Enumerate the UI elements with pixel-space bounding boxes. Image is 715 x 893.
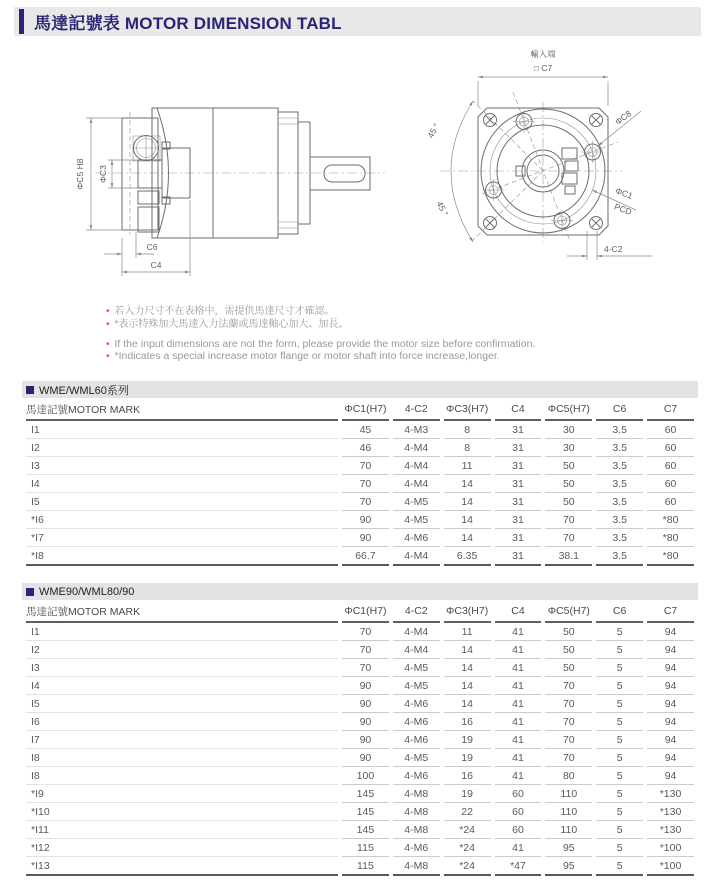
section-square-icon <box>26 386 34 394</box>
table-row <box>26 821 694 839</box>
dimension-cell: 41 <box>495 749 542 767</box>
table-header-row <box>26 399 694 421</box>
dimension-cell: 70 <box>342 493 389 511</box>
column-header: 4-C2 <box>393 399 440 421</box>
dimension-cell: 31 <box>495 457 542 475</box>
column-header: ΦC3(H7) <box>444 601 491 623</box>
dimension-cell: 60 <box>647 475 694 493</box>
dimension-cell: 145 <box>342 785 389 803</box>
motor-dimension-table <box>22 601 698 876</box>
table-row <box>26 731 694 749</box>
motor-mark-cell: *I6 <box>26 511 338 529</box>
column-header: ΦC5(H7) <box>545 399 592 421</box>
bullet-icon: • <box>106 318 110 330</box>
table-row <box>26 421 694 439</box>
dimension-cell: 94 <box>647 767 694 785</box>
table-row <box>26 659 694 677</box>
table-row <box>26 547 694 566</box>
column-header: C6 <box>596 601 643 623</box>
dimension-cell: 90 <box>342 677 389 695</box>
dimension-cell: 90 <box>342 695 389 713</box>
dimension-cell: 41 <box>495 659 542 677</box>
dimension-cell: 5 <box>596 767 643 785</box>
dimension-cell: 3.5 <box>596 493 643 511</box>
dimension-cell: 70 <box>342 457 389 475</box>
dimension-cell: 70 <box>342 641 389 659</box>
dimension-cell: 70 <box>545 677 592 695</box>
dimension-cell: 4-M8 <box>393 857 440 876</box>
dimension-cell: 70 <box>342 623 389 641</box>
dimension-cell: 95 <box>545 839 592 857</box>
dimension-cell: 14 <box>444 511 491 529</box>
dimension-cell: 14 <box>444 493 491 511</box>
column-header: ΦC1(H7) <box>342 399 389 421</box>
dimension-cell: 4-M6 <box>393 767 440 785</box>
dimension-cell: 41 <box>495 677 542 695</box>
column-header: ΦC5(H7) <box>545 601 592 623</box>
dimension-cell: 5 <box>596 857 643 876</box>
dim-label-c1: ΦC1 <box>614 185 635 201</box>
dimension-cell: 60 <box>647 439 694 457</box>
dimension-cell: 110 <box>545 785 592 803</box>
section-square-icon <box>26 588 34 596</box>
dimension-cell: 46 <box>342 439 389 457</box>
bullet-icon: • <box>106 339 110 350</box>
angle-label-upper: 45 ° <box>425 121 442 140</box>
dimension-cell: 60 <box>647 493 694 511</box>
dimension-cell: *130 <box>647 803 694 821</box>
motor-side-view-drawing <box>40 60 400 305</box>
dimension-cell: *24 <box>444 857 491 876</box>
motor-mark-cell: I6 <box>26 713 338 731</box>
motor-mark-cell: I1 <box>26 421 338 439</box>
table-row <box>26 457 694 475</box>
dim-label-c3: ΦC3 <box>98 165 108 183</box>
dimension-cell: 14 <box>444 695 491 713</box>
dim-label-c2: 4-C2 <box>604 244 623 254</box>
notes-list <box>106 306 535 362</box>
dimension-cell: *24 <box>444 821 491 839</box>
motor-mark-cell: I7 <box>26 731 338 749</box>
dimension-cell: 94 <box>647 731 694 749</box>
dimension-cell: 70 <box>342 659 389 677</box>
dimension-cell: 3.5 <box>596 511 643 529</box>
dimension-cell: 22 <box>444 803 491 821</box>
dimension-cell: 94 <box>647 695 694 713</box>
dimension-cell: 41 <box>495 695 542 713</box>
table-header-row <box>26 601 694 623</box>
motor-mark-cell: I8 <box>26 767 338 785</box>
table-row <box>26 749 694 767</box>
dimension-cell: 30 <box>545 439 592 457</box>
dimension-cell: 8 <box>444 421 491 439</box>
section-header-bar <box>22 583 698 600</box>
dimension-cell: 145 <box>342 803 389 821</box>
dimension-cell: 70 <box>545 731 592 749</box>
motor-mark-cell: I3 <box>26 659 338 677</box>
dimension-cell: 94 <box>647 641 694 659</box>
dimension-cell: 14 <box>444 677 491 695</box>
dimension-cell: 5 <box>596 623 643 641</box>
motor-mark-cell: I2 <box>26 641 338 659</box>
dimension-cell: 41 <box>495 839 542 857</box>
dimension-cell: 3.5 <box>596 547 643 566</box>
dimension-cell: 41 <box>495 641 542 659</box>
table-row <box>26 785 694 803</box>
motor-mark-cell: I3 <box>26 457 338 475</box>
dimension-cell: 41 <box>495 767 542 785</box>
table-row <box>26 529 694 547</box>
section-title: WME/WML60系列 <box>39 384 129 397</box>
dimension-cell: 38.1 <box>545 547 592 566</box>
dimension-cell: *100 <box>647 857 694 876</box>
dimension-cell: 4-M5 <box>393 659 440 677</box>
dimension-cell: 60 <box>495 803 542 821</box>
dimension-cell: 6.35 <box>444 547 491 566</box>
dimension-cell: 4-M4 <box>393 457 440 475</box>
dimension-cell: 5 <box>596 677 643 695</box>
dim-label-c6: C6 <box>146 242 158 252</box>
bullet-icon: • <box>106 350 110 362</box>
table-row <box>26 857 694 876</box>
dimension-cell: 70 <box>545 713 592 731</box>
dimension-cell: 19 <box>444 749 491 767</box>
motor-front-view-drawing <box>420 40 712 305</box>
motor-mark-cell: *I8 <box>26 547 338 566</box>
dimension-cell: 60 <box>495 785 542 803</box>
page-title: 馬達記號表 MOTOR DIMENSION TABL <box>34 14 342 33</box>
column-header: C7 <box>647 399 694 421</box>
note-item <box>106 306 535 319</box>
dimension-cell: 110 <box>545 803 592 821</box>
note-text: 若入力尺寸不在表格中，需提供馬達尺寸才確認。 <box>114 306 335 317</box>
note-item <box>106 339 535 351</box>
dimension-cell: 70 <box>545 749 592 767</box>
dimension-cell: 19 <box>444 785 491 803</box>
dimension-cell: 90 <box>342 511 389 529</box>
motor-mark-cell: *I12 <box>26 839 338 857</box>
dimension-cell: 31 <box>495 529 542 547</box>
section-header-bar <box>22 381 698 398</box>
dimension-cell: 95 <box>545 857 592 876</box>
dimension-cell: 115 <box>342 857 389 876</box>
note-item <box>106 319 535 332</box>
dimension-cell: 5 <box>596 659 643 677</box>
dimension-cell: 3.5 <box>596 439 643 457</box>
note-text: If the input dimensions are not the form, please provide the motor size before confirmation. <box>114 338 536 350</box>
dimension-cell: 94 <box>647 713 694 731</box>
dimension-cell: 11 <box>444 623 491 641</box>
dimension-cell: 4-M6 <box>393 839 440 857</box>
table-section-wme90-wml80-90 <box>22 583 698 876</box>
dimension-cell: 31 <box>495 547 542 566</box>
section-title: WME90/WML80/90 <box>39 585 135 598</box>
motor-mark-cell: *I7 <box>26 529 338 547</box>
column-header: C6 <box>596 399 643 421</box>
dimension-cell: *80 <box>647 547 694 566</box>
dimension-cell: 4-M8 <box>393 821 440 839</box>
dimension-cell: 70 <box>342 475 389 493</box>
dimension-cell: 4-M4 <box>393 439 440 457</box>
motor-mark-cell: I5 <box>26 493 338 511</box>
motor-mark-cell: I8 <box>26 749 338 767</box>
motor-mark-cell: I1 <box>26 623 338 641</box>
dimension-cell: 50 <box>545 623 592 641</box>
dimension-cell: 4-M6 <box>393 529 440 547</box>
dim-label-c5: ΦC5 H8 <box>75 158 85 190</box>
dimension-cell: 45 <box>342 421 389 439</box>
dimension-cell: 3.5 <box>596 457 643 475</box>
dimension-cell: 19 <box>444 731 491 749</box>
dimension-cell: 5 <box>596 803 643 821</box>
table-row <box>26 623 694 641</box>
dimension-cell: 70 <box>545 529 592 547</box>
dimension-cell: 4-M4 <box>393 475 440 493</box>
dim-label-c4: C4 <box>150 260 162 270</box>
column-header: 馬達記號MOTOR MARK <box>26 399 338 421</box>
dimension-cell: 90 <box>342 713 389 731</box>
dimension-cell: 31 <box>495 439 542 457</box>
dimension-cell: *80 <box>647 511 694 529</box>
dimension-cell: *24 <box>444 839 491 857</box>
dimension-cell: 80 <box>545 767 592 785</box>
table-row <box>26 511 694 529</box>
motor-mark-cell: I4 <box>26 475 338 493</box>
table-section-wme-wml60 <box>22 381 698 566</box>
dimension-cell: *80 <box>647 529 694 547</box>
note-text: *Indicates a special increase motor flange or motor shaft into force increase,longer. <box>114 349 500 362</box>
dimension-cell: 4-M5 <box>393 677 440 695</box>
dimension-cell: 31 <box>495 493 542 511</box>
dimension-cell: 94 <box>647 623 694 641</box>
dimension-cell: 4-M8 <box>393 785 440 803</box>
dim-label-pcd: PCD <box>612 201 634 217</box>
dimension-cell: 4-M5 <box>393 749 440 767</box>
dimension-cell: 5 <box>596 641 643 659</box>
motor-dimension-table <box>22 399 698 566</box>
dimension-cell: 90 <box>342 749 389 767</box>
dimension-cell: 66.7 <box>342 547 389 566</box>
dimension-cell: 94 <box>647 749 694 767</box>
dimension-cell: 4-M3 <box>393 421 440 439</box>
motor-mark-cell: I2 <box>26 439 338 457</box>
motor-mark-cell: I5 <box>26 695 338 713</box>
motor-mark-cell: *I9 <box>26 785 338 803</box>
table-row <box>26 677 694 695</box>
dimension-cell: 70 <box>545 695 592 713</box>
dimension-cell: 50 <box>545 457 592 475</box>
dimension-cell: 14 <box>444 641 491 659</box>
dimension-cell: 41 <box>495 713 542 731</box>
table-row <box>26 713 694 731</box>
dimension-cell: 145 <box>342 821 389 839</box>
dimension-cell: 115 <box>342 839 389 857</box>
dimension-cell: 5 <box>596 695 643 713</box>
dimension-cell: 50 <box>545 493 592 511</box>
column-header: 4-C2 <box>393 601 440 623</box>
dimension-cell: 50 <box>545 641 592 659</box>
column-header: ΦC1(H7) <box>342 601 389 623</box>
dimension-cell: *47 <box>495 857 542 876</box>
dimension-cell: 30 <box>545 421 592 439</box>
dimension-cell: 4-M5 <box>393 493 440 511</box>
column-header: ΦC3(H7) <box>444 399 491 421</box>
table-row <box>26 641 694 659</box>
dimension-cell: 94 <box>647 677 694 695</box>
dimension-cell: 3.5 <box>596 421 643 439</box>
dimension-cell: *100 <box>647 839 694 857</box>
dim-label-c8: ΦC8 <box>613 108 634 128</box>
dimension-cell: 41 <box>495 623 542 641</box>
dimension-cell: 50 <box>545 475 592 493</box>
dimension-cell: 5 <box>596 749 643 767</box>
dimension-cell: 60 <box>495 821 542 839</box>
table-row <box>26 475 694 493</box>
dimension-cell: *130 <box>647 785 694 803</box>
dimension-cell: 14 <box>444 659 491 677</box>
table-row <box>26 767 694 785</box>
dimension-cell: 3.5 <box>596 475 643 493</box>
dimension-cell: 5 <box>596 821 643 839</box>
table-row <box>26 803 694 821</box>
dimension-cell: *130 <box>647 821 694 839</box>
dimension-cell: 16 <box>444 713 491 731</box>
dimension-cell: 60 <box>647 457 694 475</box>
dimension-cell: 100 <box>342 767 389 785</box>
bullet-icon: • <box>106 306 110 317</box>
table-row <box>26 695 694 713</box>
dimension-cell: 90 <box>342 529 389 547</box>
dimension-cell: 110 <box>545 821 592 839</box>
title-accent-bar <box>19 9 24 34</box>
note-item <box>106 351 535 363</box>
dimension-cell: 4-M6 <box>393 695 440 713</box>
dimension-cell: 14 <box>444 529 491 547</box>
page-title-bar <box>14 7 701 36</box>
column-header: C4 <box>495 601 542 623</box>
dim-label-c7: □ C7 <box>533 63 553 73</box>
dimension-cell: 4-M4 <box>393 641 440 659</box>
dimension-cell: 14 <box>444 475 491 493</box>
dimension-cell: 3.5 <box>596 529 643 547</box>
dimension-cell: 31 <box>495 475 542 493</box>
dimension-cell: 4-M6 <box>393 731 440 749</box>
dimension-cell: 4-M8 <box>393 803 440 821</box>
dimension-cell: 5 <box>596 839 643 857</box>
dimension-cell: 60 <box>647 421 694 439</box>
note-text: *表示特殊加大馬達入力法蘭或馬達軸心加大、加長。 <box>114 318 349 330</box>
dimension-cell: 41 <box>495 731 542 749</box>
dimension-cell: 90 <box>342 731 389 749</box>
dimension-cell: 50 <box>545 659 592 677</box>
table-row <box>26 493 694 511</box>
motor-mark-cell: I4 <box>26 677 338 695</box>
dimension-cell: 94 <box>647 659 694 677</box>
table-row <box>26 439 694 457</box>
dimension-cell: 4-M4 <box>393 547 440 566</box>
dimension-cell: 16 <box>444 767 491 785</box>
dimension-cell: 4-M4 <box>393 623 440 641</box>
dimension-cell: 5 <box>596 731 643 749</box>
dimension-cell: 4-M5 <box>393 511 440 529</box>
dimension-cell: 70 <box>545 511 592 529</box>
column-header: C4 <box>495 399 542 421</box>
column-header: C7 <box>647 601 694 623</box>
dimension-cell: 31 <box>495 421 542 439</box>
dimension-cell: 11 <box>444 457 491 475</box>
dimension-cell: 5 <box>596 785 643 803</box>
motor-mark-cell: *I11 <box>26 821 338 839</box>
table-row <box>26 839 694 857</box>
dimension-cell: 8 <box>444 439 491 457</box>
motor-mark-cell: *I10 <box>26 803 338 821</box>
angle-label-lower: 45 ° <box>434 199 451 218</box>
column-header: 馬達記號MOTOR MARK <box>26 601 338 623</box>
dimension-cell: 4-M6 <box>393 713 440 731</box>
dimension-cell: 31 <box>495 511 542 529</box>
label-input-end: 輸入端 <box>530 49 556 59</box>
motor-mark-cell: *I13 <box>26 857 338 876</box>
dimension-cell: 5 <box>596 713 643 731</box>
